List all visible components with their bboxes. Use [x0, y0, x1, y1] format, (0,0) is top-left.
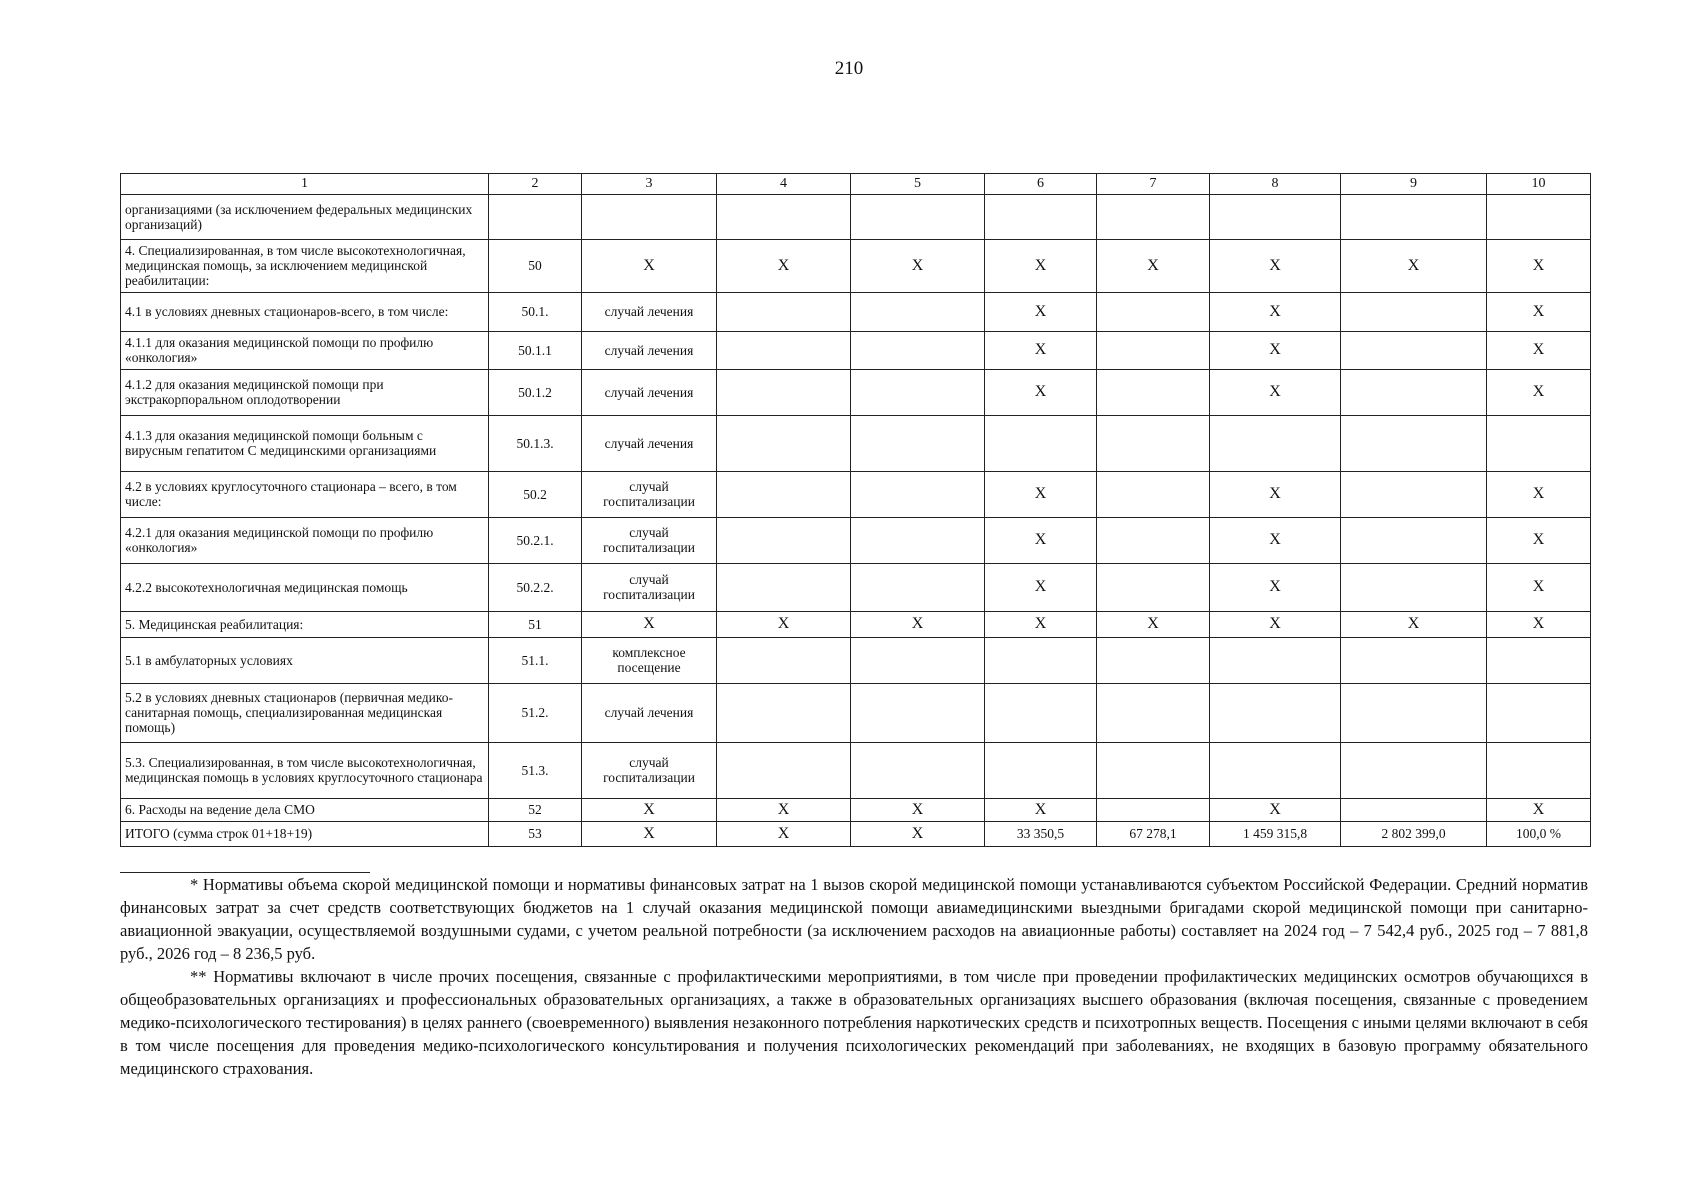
table-cell: [851, 415, 985, 471]
table-cell: [1097, 292, 1210, 331]
table-cell: [1341, 369, 1487, 415]
table-cell: Х: [582, 821, 717, 846]
row-label-cell: 4.1 в условиях дневных стационаров-всего, в том числе:: [121, 292, 489, 331]
table-cell: Х: [582, 798, 717, 821]
table-row: [121, 369, 1591, 415]
row-label-cell: 4.2.1 для оказания медицинской помощи по профилю «онкология»: [121, 517, 489, 563]
table-cell: [717, 331, 851, 369]
table-cell: Х: [1487, 517, 1591, 563]
table-cell: [985, 637, 1097, 683]
table-cell: [985, 742, 1097, 798]
table-cell: [1097, 331, 1210, 369]
table-cell: Х: [1487, 471, 1591, 517]
table-cell: [851, 563, 985, 611]
table-cell: Х: [1341, 611, 1487, 637]
table-cell: [1341, 292, 1487, 331]
table-cell: [1487, 415, 1591, 471]
table-cell: Х: [985, 331, 1097, 369]
table-cell: [717, 415, 851, 471]
table-cell: [1341, 637, 1487, 683]
table-cell: [489, 194, 582, 239]
row-label-cell: 5.3. Специализированная, в том числе высокотехнологичная, медицинская помощь в условиях круглосуточного стационара: [121, 742, 489, 798]
table-cell: 50.1.3.: [489, 415, 582, 471]
table-cell: [717, 292, 851, 331]
table-cell: [717, 517, 851, 563]
table-row: [121, 683, 1591, 742]
column-header-8: 8: [1210, 174, 1341, 195]
column-header-2: 2: [489, 174, 582, 195]
table-cell: Х: [985, 611, 1097, 637]
table-cell: [1210, 194, 1341, 239]
table-cell: случай лечения: [582, 369, 717, 415]
table-cell: [1097, 415, 1210, 471]
table-cell: [1341, 415, 1487, 471]
table-cell: случай лечения: [582, 415, 717, 471]
table-row: [121, 821, 1591, 846]
table-cell: Х: [1210, 517, 1341, 563]
footnote-2: ** Нормативы включают в числе прочих посещения, связанные с профилактическими мероприятиями, в том числе при проведении профилактических медицинских осмотров обучающихся в общеобразовательных организациях и профессиональных образовательных организациях, а также в образовательных организациях высшего образования (включая посещения, связанные с проведением медико-психологического тестирования) в целях раннего (своевременного) выявления незаконного потребления наркотических средств и психотропных веществ. Посещения с иными целями включают в себя в том числе посещения для проведения медико-психологического консультирования и получения психологических рекомендаций при заболеваниях, не входящих в базовую программу обязательного медицинского страхования.: [120, 967, 1588, 1078]
column-header-5: 5: [851, 174, 985, 195]
table-cell: [851, 637, 985, 683]
table-cell: [1097, 563, 1210, 611]
table-cell: Х: [1210, 369, 1341, 415]
table-cell: случай госпитализации: [582, 563, 717, 611]
table-cell: [985, 194, 1097, 239]
table-cell: [1487, 637, 1591, 683]
table-cell: Х: [1210, 471, 1341, 517]
page-number: 210: [834, 58, 864, 79]
table-cell: [1097, 742, 1210, 798]
table-cell: 67 278,1: [1097, 821, 1210, 846]
table-cell: Х: [582, 239, 717, 292]
table-row: [121, 517, 1591, 563]
table-row: [121, 292, 1591, 331]
table-cell: Х: [985, 239, 1097, 292]
table-cell: Х: [717, 611, 851, 637]
table-cell: Х: [1210, 563, 1341, 611]
table-cell: [1341, 194, 1487, 239]
table-cell: [1341, 798, 1487, 821]
table-cell: Х: [1487, 563, 1591, 611]
table-cell: Х: [1210, 331, 1341, 369]
table-cell: 51.1.: [489, 637, 582, 683]
table-row: [121, 637, 1591, 683]
table-cell: [1097, 683, 1210, 742]
table-cell: [1341, 471, 1487, 517]
table-cell: [1210, 637, 1341, 683]
table-cell: [1341, 331, 1487, 369]
footnotes: [120, 873, 1588, 1080]
table-cell: [985, 415, 1097, 471]
table-cell: 1 459 315,8: [1210, 821, 1341, 846]
table-cell: [717, 563, 851, 611]
column-header-4: 4: [717, 174, 851, 195]
table-cell: Х: [1341, 239, 1487, 292]
row-label-cell: 6. Расходы на ведение дела СМО: [121, 798, 489, 821]
table-cell: Х: [717, 798, 851, 821]
column-header-3: 3: [582, 174, 717, 195]
table-cell: Х: [1487, 369, 1591, 415]
table-cell: [851, 292, 985, 331]
table-row: [121, 331, 1591, 369]
table-cell: [1487, 683, 1591, 742]
table-row: [121, 415, 1591, 471]
table-cell: [717, 683, 851, 742]
row-label-cell: 4.1.2 для оказания медицинской помощи при экстракорпоральном оплодотворении: [121, 369, 489, 415]
table-cell: [1487, 742, 1591, 798]
table-cell: 50.1.2: [489, 369, 582, 415]
table-cell: [1341, 517, 1487, 563]
table-cell: 50.2: [489, 471, 582, 517]
table-cell: [1097, 637, 1210, 683]
table-cell: [1341, 563, 1487, 611]
table-cell: 100,0 %: [1487, 821, 1591, 846]
row-label-cell: 5. Медицинская реабилитация:: [121, 611, 489, 637]
table-cell: [851, 331, 985, 369]
table-cell: [1097, 369, 1210, 415]
table-cell: 50.1.1: [489, 331, 582, 369]
table-cell: Х: [851, 611, 985, 637]
table-cell: 52: [489, 798, 582, 821]
table-row: [121, 611, 1591, 637]
header-row: [121, 174, 1591, 195]
table-row: [121, 194, 1591, 239]
column-header-9: 9: [1341, 174, 1487, 195]
table-cell: 53: [489, 821, 582, 846]
table-cell: Х: [985, 369, 1097, 415]
table-cell: Х: [1487, 798, 1591, 821]
table-cell: [717, 742, 851, 798]
row-label-cell: 4. Специализированная, в том числе высокотехнологичная, медицинская помощь, за исключением медицинской реабилитации:: [121, 239, 489, 292]
table-cell: [1210, 415, 1341, 471]
table-cell: [851, 683, 985, 742]
column-header-10: 10: [1487, 174, 1591, 195]
table-cell: случай лечения: [582, 331, 717, 369]
table-cell: [1097, 471, 1210, 517]
table-cell: [1341, 742, 1487, 798]
table-cell: Х: [1487, 292, 1591, 331]
table-row: [121, 563, 1591, 611]
table-cell: Х: [1210, 798, 1341, 821]
table-cell: [1210, 683, 1341, 742]
table-cell: 51.2.: [489, 683, 582, 742]
table-cell: случай госпитализации: [582, 517, 717, 563]
table-cell: Х: [1487, 239, 1591, 292]
table-cell: Х: [851, 239, 985, 292]
table-cell: 50: [489, 239, 582, 292]
table-cell: Х: [851, 798, 985, 821]
table-cell: Х: [1210, 611, 1341, 637]
table-cell: Х: [985, 798, 1097, 821]
table-cell: случай госпитализации: [582, 742, 717, 798]
table-cell: [582, 194, 717, 239]
table-row: [121, 742, 1591, 798]
row-label-cell: 5.2 в условиях дневных стационаров (первичная медико-санитарная помощь, специализированная медицинская помощь): [121, 683, 489, 742]
table-cell: Х: [1210, 292, 1341, 331]
table-cell: Х: [1097, 239, 1210, 292]
table-cell: Х: [582, 611, 717, 637]
table-cell: 51: [489, 611, 582, 637]
table-cell: комплексное посещение: [582, 637, 717, 683]
table-cell: [851, 369, 985, 415]
table-cell: [717, 637, 851, 683]
table-row: [121, 239, 1591, 292]
table-cell: [1097, 517, 1210, 563]
table-row: [121, 798, 1591, 821]
table-cell: Х: [1487, 331, 1591, 369]
table-cell: [1097, 194, 1210, 239]
row-label-cell: организациями (за исключением федеральных медицинских организаций): [121, 194, 489, 239]
table-cell: [1210, 742, 1341, 798]
table-cell: 50.2.2.: [489, 563, 582, 611]
table-cell: случай лечения: [582, 683, 717, 742]
row-label-cell: 5.1 в амбулаторных условиях: [121, 637, 489, 683]
table-cell: 2 802 399,0: [1341, 821, 1487, 846]
column-header-1: 1: [121, 174, 489, 195]
column-header-6: 6: [985, 174, 1097, 195]
table-cell: 51.3.: [489, 742, 582, 798]
table-cell: Х: [985, 292, 1097, 331]
table-cell: Х: [717, 821, 851, 846]
table-cell: случай госпитализации: [582, 471, 717, 517]
row-label-cell: 4.1.3 для оказания медицинской помощи больным с вирусным гепатитом С медицинскими организациями: [121, 415, 489, 471]
table-cell: [1097, 798, 1210, 821]
table-row: [121, 471, 1591, 517]
table-cell: [851, 194, 985, 239]
table-cell: случай лечения: [582, 292, 717, 331]
row-label-cell: 4.2.2 высокотехнологичная медицинская помощь: [121, 563, 489, 611]
table-cell: [1341, 683, 1487, 742]
table-cell: Х: [851, 821, 985, 846]
table-cell: [1487, 194, 1591, 239]
table-cell: [717, 194, 851, 239]
row-label-cell: 4.2 в условиях круглосуточного стационара – всего, в том числе:: [121, 471, 489, 517]
column-header-7: 7: [1097, 174, 1210, 195]
table-cell: Х: [985, 517, 1097, 563]
table-body: [121, 194, 1591, 846]
table-cell: Х: [985, 471, 1097, 517]
table-cell: [717, 471, 851, 517]
table-cell: Х: [717, 239, 851, 292]
footnote-1: * Нормативы объема скорой медицинской помощи и нормативы финансовых затрат на 1 вызов скорой медицинской помощи устанавливаются субъектом Российской Федерации. Средний норматив финансовых затрат за счет средств соответствующих бюджетов на 1 случай оказания медицинской помощи авиамедицинскими выездными бригадами скорой медицинской помощи при санитарно-авиационной эвакуации, осуществляемой воздушными судами, с учетом реальной потребности (за исключением расходов на авиационные работы) составляет на 2024 год – 7 542,4 руб., 2025 год – 7 881,8 руб., 2026 год – 8 236,5 руб.: [120, 875, 1588, 963]
table-cell: [851, 517, 985, 563]
data-table: [120, 173, 1591, 847]
table-cell: [717, 369, 851, 415]
table-cell: Х: [1487, 611, 1591, 637]
table-cell: Х: [1210, 239, 1341, 292]
table-cell: [851, 742, 985, 798]
table-cell: Х: [1097, 611, 1210, 637]
table-cell: [985, 683, 1097, 742]
row-label-cell: ИТОГО (сумма строк 01+18+19): [121, 821, 489, 846]
table-cell: Х: [985, 563, 1097, 611]
table-cell: 50.1.: [489, 292, 582, 331]
table-cell: 33 350,5: [985, 821, 1097, 846]
row-label-cell: 4.1.1 для оказания медицинской помощи по профилю «онкология»: [121, 331, 489, 369]
table-cell: 50.2.1.: [489, 517, 582, 563]
table-cell: [851, 471, 985, 517]
